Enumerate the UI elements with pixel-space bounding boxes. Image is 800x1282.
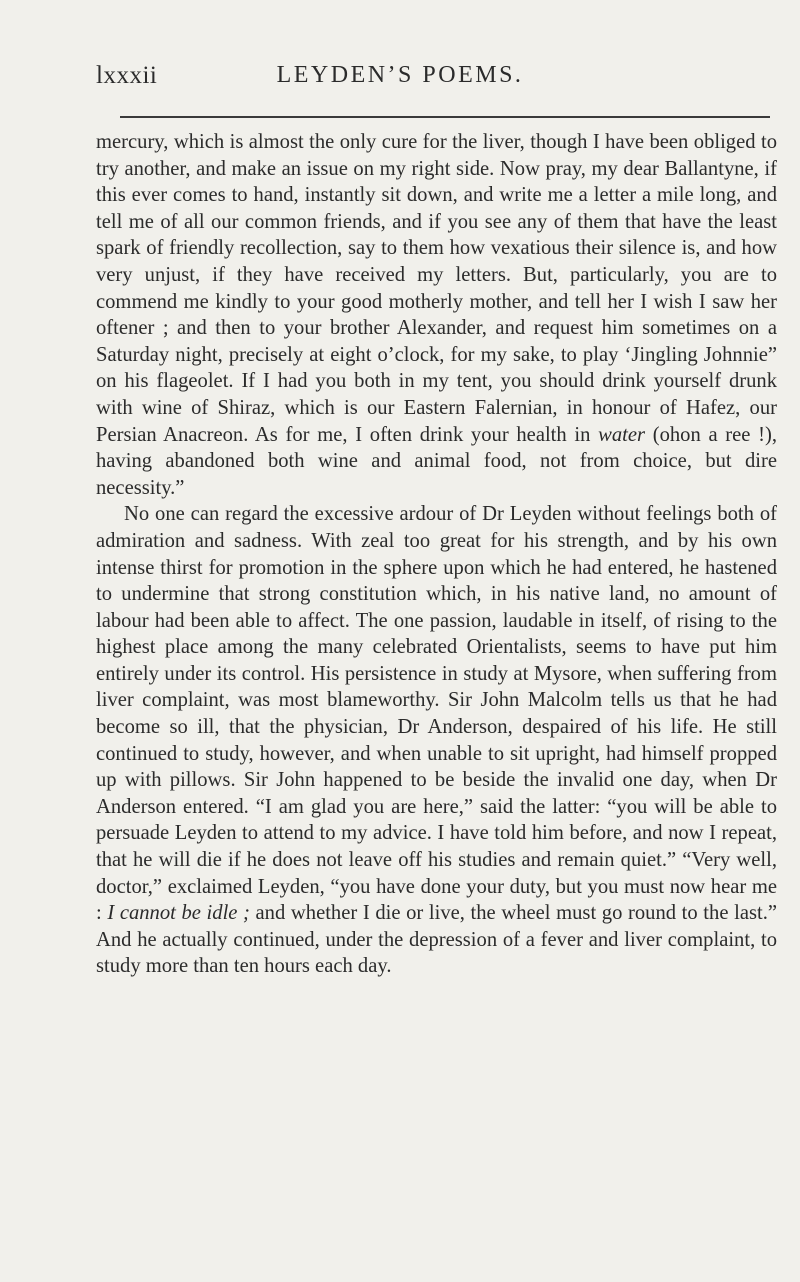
paragraph-narrative — [96, 501, 777, 980]
text-segment: mercury, which is almost the only cure for the liver, though I have been obliged to try another, and make an issue on my right side. Now pray, my dear Ballantyne, if this ever comes to hand, instantly sit down, and write me a letter a mile long, and tell me of all our common friends, and if you see any of them that have the least spark of friendly recollection, say to them how vexatious their silence is, and how very unjust, if they have received my letters. But, particularly, you are to commend me kindly to your good motherly mother, and tell her I wish I saw her oftener ; and then to your brother Alexander, and request him sometimes on a Saturday night, precisely at eight o’clock, for my sake, to play ‘Jingling Johnnie” on his flageolet. If I had you both in my tent, you should drink yourself drunk with wine of Shiraz, which is our Eastern Falernian, in honour of Hafez, our Persian Anacreon. As for me, I often drink your health in — [96, 131, 777, 446]
text-segment: No one can regard the excessive ardour of Dr Leyden without feelings both of admiration and sadness. With zeal too great for his strength, and by his own intense thirst for promotion in the sphere upon which he had entered, he hastened to undermine that strong constitution which, in his native land, no amount of labour had been able to affect. The one passion, laudable in itself, of rising to the highest place among the many celebrated Orientalists, seems to have put him entirely under its control. His persistence in study at Mysore, when suffering from liver complaint, was most blameworthy. Sir John Malcolm tells us that he had become so ill, that the physician, Dr Anderson, despaired of his life. He still continued to study, however, and when unable to sit upright, had himself propped up with pillows. Sir John happened to be beside the invalid one day, when Dr Anderson entered. “I am glad you are here,” said the latter: “you will be able to persuade Leyden to attend to my advice. I have told him before, and now I repeat, that he will die if he does not leave off his studies and remain quiet.” “Very well, doctor,” exclaimed Leyden, “you have done your duty, but you must now hear me : — [96, 503, 777, 925]
text-segment-italic: I cannot be idle ; — [107, 902, 250, 925]
running-title: LEYDEN’S POEMS. — [276, 62, 524, 88]
header-rule — [120, 116, 770, 118]
page-number: lxxxii — [96, 62, 158, 89]
text-segment: (ohon a ree !), having abandoned both wine and animal food, not from choice, but dire necessity.” — [96, 423, 777, 499]
text-segment: and whether I die or live, the wheel must go round to the last.” And he actually continued, under the depression of a fever and liver complaint, to study more than ten hours each day. — [96, 902, 777, 978]
page-header — [96, 62, 704, 98]
text-segment-italic: water — [598, 423, 646, 446]
body-text — [96, 129, 777, 980]
paragraph-letter-excerpt — [96, 129, 777, 501]
